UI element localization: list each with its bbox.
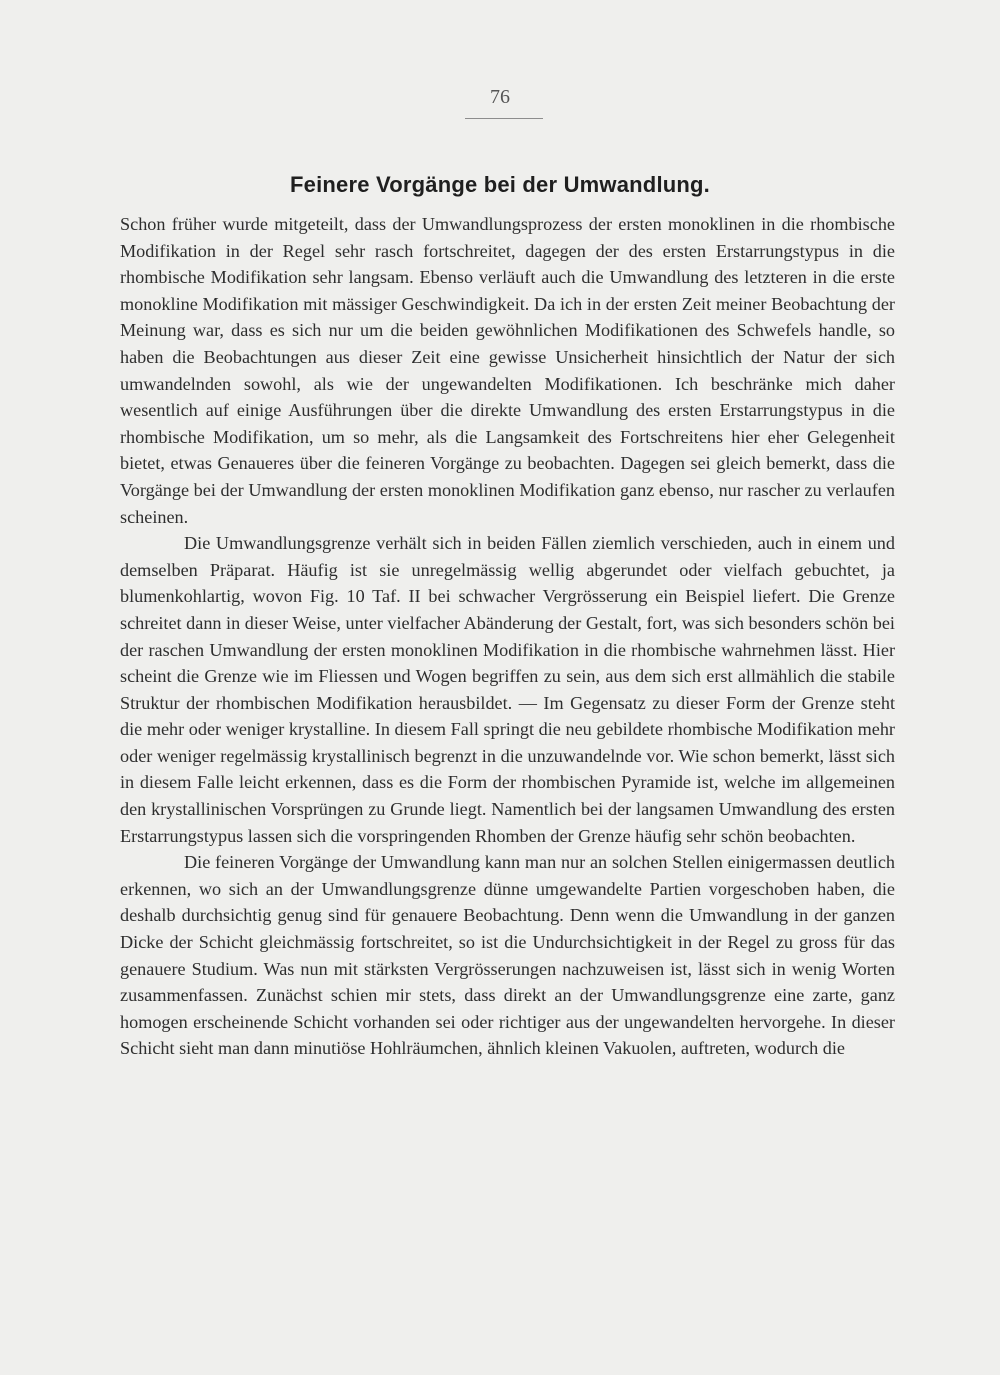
paragraph-2: Die Umwandlungsgrenze verhält sich in beiden Fällen ziemlich verschieden, auch in einem und demselben Präparat. Häufig ist sie unregelmässig wellig abgerundet oder vielfach gebuchtet, ja blumenkohlartig, wovon Fig. 10 Taf. II bei schwacher Vergrösserung ein Beispiel liefert. Die Grenze schreitet dann in dieser Weise, unter vielfacher Abänderung der Gestalt, fort, was sich besonders schön bei der raschen Umwandlung der ersten monoklinen Modifikation in die rhombische wahrnehmen lässt. Hier scheint die Grenze wie im Fliessen und Wogen begriffen zu sein, aus dem sich erst allmählich die stabile Struktur der rhombischen Modifikation herausbildet. — Im Gegensatz zu dieser Form der Grenze steht die mehr oder weniger krystalline. In diesem Fall springt die neu gebildete rhombische Modifikation mehr oder weniger regelmässig krystallinisch begrenzt in die unzuwandelnde vor. Wie schon bemerkt, lässt sich in diesem Falle leicht erkennen, dass es die Form der rhombischen Pyramide ist, welche im allgemeinen den krystallinischen Vorsprüngen zu Grunde liegt. Namentlich bei der langsamen Umwandlung des ersten Erstarrungstypus lassen sich die vorspringenden Rhomben der Grenze häufig sehr schön beobachten. [120, 533, 895, 846]
page-number-rule [465, 118, 543, 119]
body-text [120, 211, 895, 1062]
paragraph-1: Schon früher wurde mitgeteilt, dass der Umwandlungsprozess der ersten monoklinen in die rhombische Modifikation in der Regel sehr rasch fortschreitet, dagegen der des ersten Erstarrungstypus in die rhombische Modifikation sehr langsam. Ebenso verläuft auch die Umwandlung des letzteren in die erste monokline Modifikation mit mässiger Geschwindigkeit. Da ich in der ersten Zeit meiner Beobachtung der Meinung war, dass es sich nur um die beiden gewöhnlichen Modifikationen des Schwefels handle, so haben die Beobachtungen aus dieser Zeit eine gewisse Unsicherheit hinsichtlich der Natur der sich umwandelnden sowohl, als wie der ungewandelten Modifikationen. Ich beschränke mich daher wesentlich auf einige Ausführungen über die direkte Umwandlung des ersten Erstarrungstypus in die rhombische Modifikation, um so mehr, als die Langsamkeit des Fortschreitens hier eher Gelegenheit bietet, etwas Genaueres über die feineren Vorgänge zu beobachten. Dagegen sei gleich bemerkt, dass die Vorgänge bei der Umwandlung der ersten monoklinen Modifikation ganz ebenso, nur rascher zu verlaufen scheinen. [120, 214, 895, 527]
paragraph-3: Die feineren Vorgänge der Umwandlung kann man nur an solchen Stellen einigermassen deutlich erkennen, wo sich an der Umwandlungsgrenze dünne umgewandelte Partien vorgeschoben haben, die deshalb durchsichtig genug sind für genauere Beobachtung. Denn wenn die Umwandlung in der ganzen Dicke der Schicht gleichmässig fortschreitet, so ist die Undurchsichtigkeit in der Regel zu gross für das genauere Studium. Was nun mit stärksten Vergrösserungen nachzuweisen ist, lässt sich in wenig Worten zusammenfassen. Zunächst schien mir stets, dass direkt an der Umwandlungsgrenze eine zarte, ganz homogen erscheinende Schicht vorhanden sei oder richtiger aus der ungewandelten hervorgehe. In dieser Schicht sieht man dann minutiöse Hohlräumchen, ähnlich kleinen Vakuolen, auftreten, wodurch die [120, 852, 895, 1059]
page-number: 76 [490, 86, 510, 108]
section-heading: Feinere Vorgänge bei der Umwandlung. [290, 172, 710, 197]
